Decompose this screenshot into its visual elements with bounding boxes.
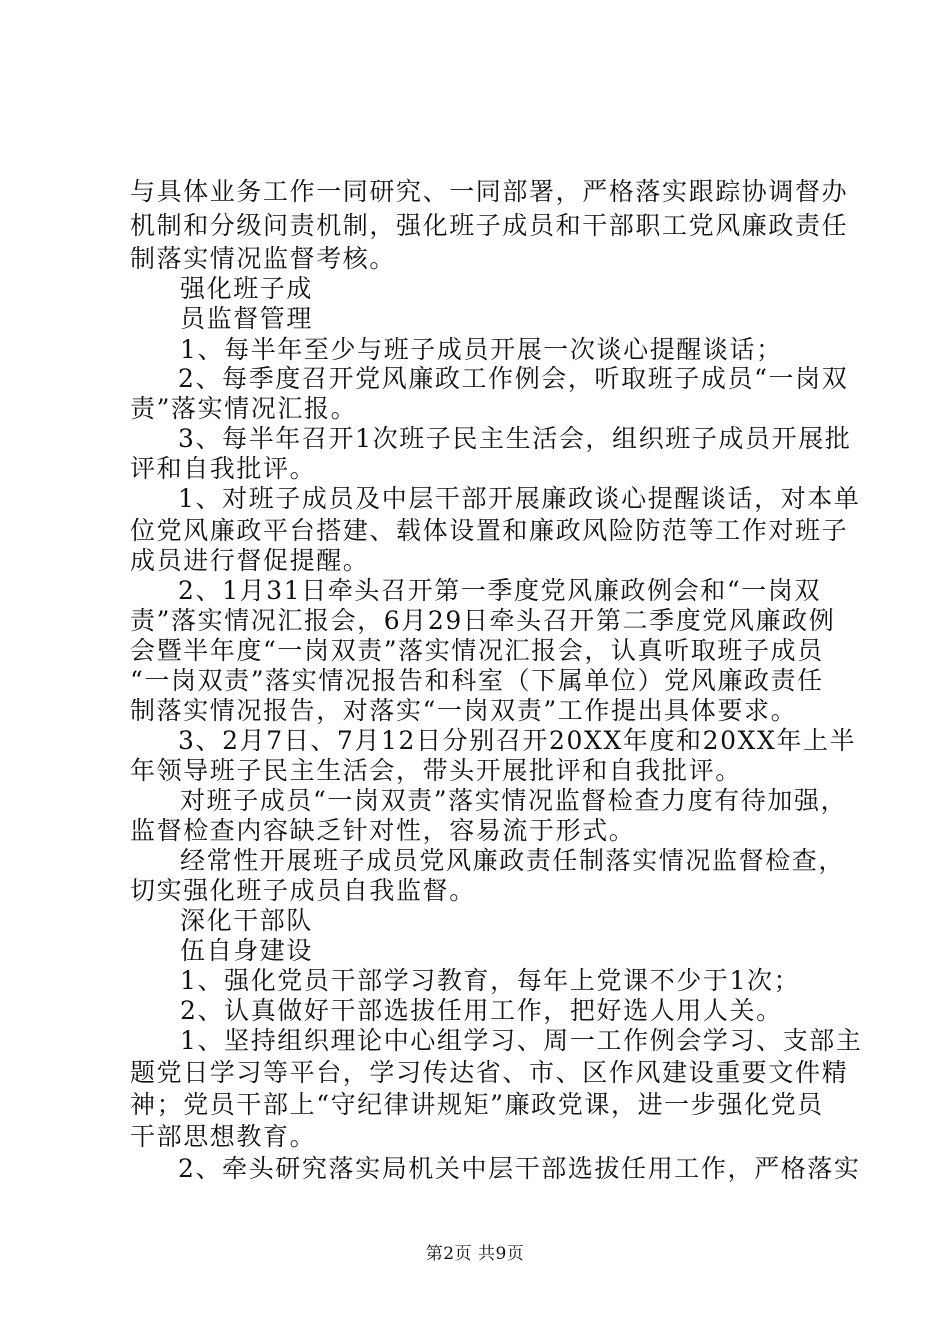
body-line: 年领导班子民主生活会，带头开展批评和自我批评。 — [130, 756, 742, 785]
heading-line: 员监督管理 — [180, 304, 314, 333]
body-line: 题党日学习等平台，学习传达省、市、区作风建设重要文件精 — [130, 1058, 849, 1087]
heading-line: 伍自身建设 — [180, 936, 314, 965]
body-line: 会暨半年度“一岗双责”落实情况汇报会，认真听取班子成员 — [130, 636, 824, 665]
body-line: 2、每季度召开党风廉政工作例会，听取班子成员“一岗双 — [178, 364, 849, 393]
body-line: 1、对班子成员及中层干部开展廉政谈心提醒谈话，对本单 — [178, 484, 861, 513]
heading-line: 深化干部队 — [180, 906, 314, 935]
body-line: 2、1月31日牵头召开第一季度党风廉政例会和“一岗双 — [178, 576, 822, 605]
body-line: 机制和分级问责机制，强化班子成员和干部职工党风廉政责任 — [130, 211, 849, 240]
body-line: 监督检查内容缺乏针对性，容易流于形式。 — [130, 816, 636, 845]
body-line: 经常性开展班子成员党风廉政责任制落实情况监督检查， — [180, 846, 846, 875]
body-line: 评和自我批评。 — [130, 454, 317, 483]
body-line: 制落实情况报告，对落实“一岗双责”工作提出具体要求。 — [130, 696, 798, 725]
body-line: 神；党员干部上“守纪律讲规矩”廉政党课，进一步强化党员 — [130, 1090, 824, 1119]
body-line: 位党风廉政平台搭建、载体设置和廉政风险防范等工作对班子 — [130, 516, 849, 545]
body-line: 对班子成员“一岗双责”落实情况监督检查力度有待加强， — [180, 786, 848, 815]
heading-line: 强化班子成 — [180, 274, 314, 303]
body-line: 3、每半年召开1次班子民主生活会，组织班子成员开展批 — [178, 424, 852, 453]
body-line: 干部思想教育。 — [130, 1122, 317, 1151]
body-line: 与具体业务工作一同研究、一同部署，严格落实跟踪协调督办 — [130, 177, 849, 206]
body-line: 切实强化班子成员自我监督。 — [130, 876, 476, 905]
body-line: “一岗双责”落实情况报告和科室（下属单位）党风廉政责任 — [130, 666, 824, 695]
body-line: 成员进行督促提醒。 — [130, 546, 370, 575]
body-line: 制落实情况监督考核。 — [130, 244, 397, 273]
page-number-footer: 第2页 共9页 — [425, 1244, 525, 1264]
body-line: 责”落实情况汇报。 — [130, 394, 358, 423]
body-line: 2、认真做好干部选拔任用工作，把好选人用人关。 — [180, 996, 783, 1025]
body-line: 1、每半年至少与班子成员开展一次谈心提醒谈话； — [180, 335, 783, 364]
body-line: 2、牵头研究落实局机关中层干部选拔任用工作，严格落实 — [178, 1154, 861, 1183]
body-line: 3、2月7日、7月12日分别召开20XX年度和20XX年上半 — [178, 726, 857, 755]
body-line: 责”落实情况汇报会，6月29日牵头召开第二季度党风廉政例 — [130, 606, 836, 635]
body-line: 1、强化党员干部学习教育，每年上党课不少于1次； — [180, 966, 801, 995]
body-line: 1、坚持组织理论中心组学习、周一工作例会学习、支部主 — [180, 1026, 863, 1055]
